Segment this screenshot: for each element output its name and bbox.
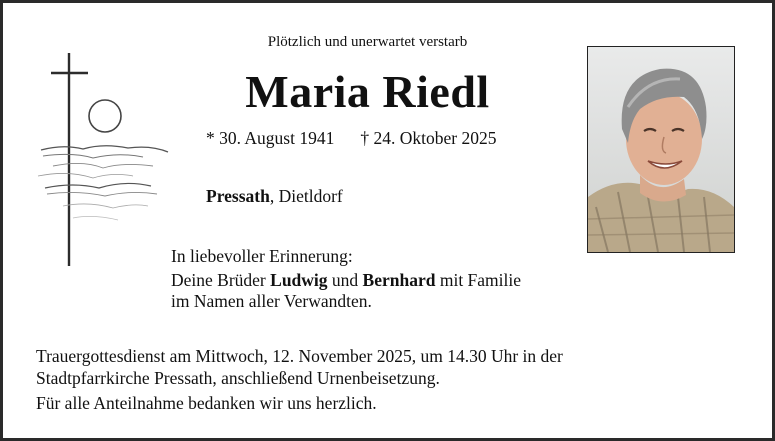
thanks-line: Für alle Anteilnahme bedanken wir uns herzlich. — [36, 393, 377, 413]
birth-date: * 30. August 1941 — [206, 128, 335, 148]
death-date: † 24. Oktober 2025 — [360, 128, 497, 148]
family-and: und — [327, 270, 363, 290]
family-line-1 — [171, 270, 521, 291]
family-suffix: mit Familie — [435, 270, 522, 290]
portrait-photo — [587, 46, 735, 253]
life-dates — [206, 128, 496, 149]
place-line — [206, 186, 343, 207]
intro-line: Plötzlich und unerwartet verstarb — [267, 34, 468, 50]
service-line-2: Stadtpfarrkirche Pressath, anschließend Urnenbeisetzung. — [36, 368, 440, 388]
brother-ludwig: Ludwig — [270, 270, 328, 290]
family-prefix: Deine Brüder — [171, 270, 271, 290]
place-rest: , Dietldorf — [269, 186, 343, 206]
service-line-1: Trauergottesdienst am Mittwoch, 12. November 2025, um 14.30 Uhr in der — [36, 346, 563, 366]
deceased-name: Maria Riedl — [245, 66, 490, 117]
portrait-icon — [588, 47, 734, 252]
memory-line: In liebevoller Erinnerung: — [171, 246, 353, 266]
family-line-2: im Namen aller Verwandten. — [171, 291, 372, 311]
brother-bernhard: Bernhard — [362, 270, 436, 290]
place-main: Pressath — [206, 186, 270, 206]
